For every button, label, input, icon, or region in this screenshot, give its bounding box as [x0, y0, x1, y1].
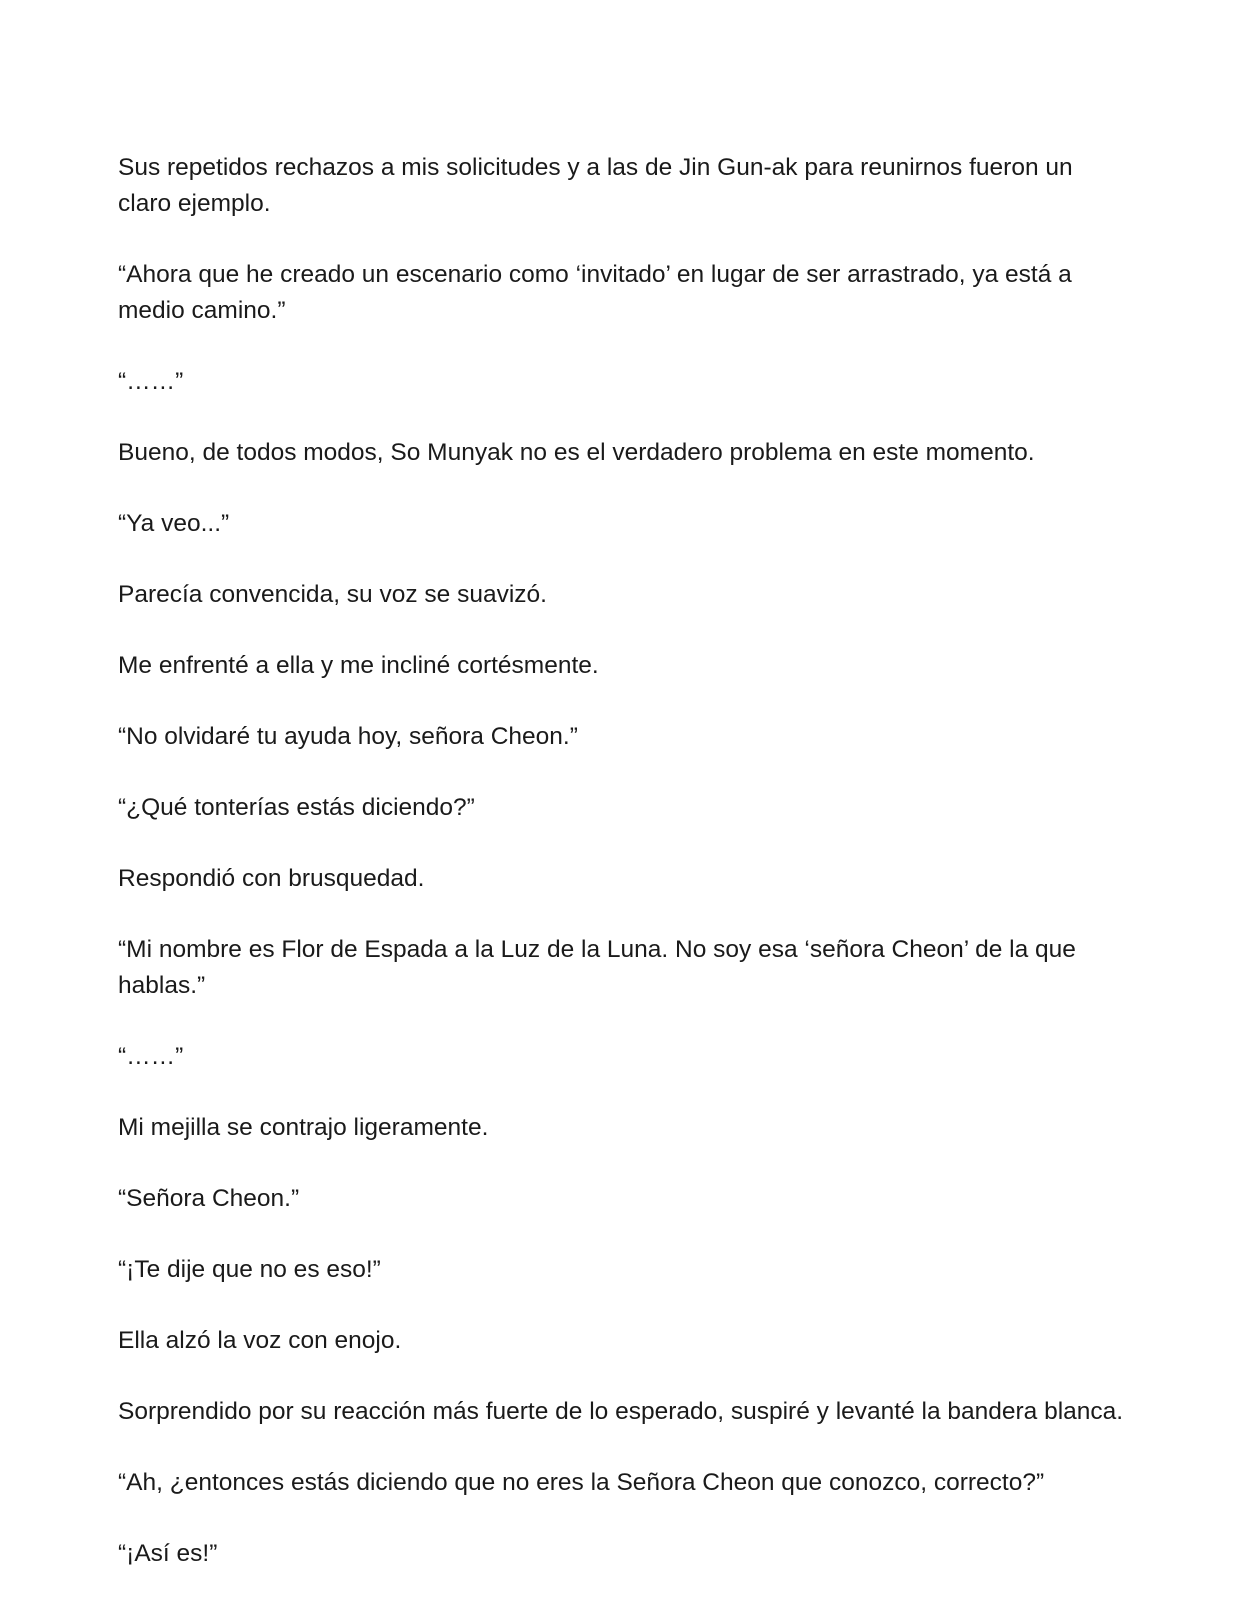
- paragraph: Bueno, de todos modos, So Munyak no es el verdadero problema en este momento.: [118, 439, 1035, 466]
- paragraph: Sorprendido por su reacción más fuerte de lo esperado, suspiré y levanté la bandera blanca.: [118, 1398, 1124, 1425]
- paragraph: “Señora Cheon.”: [118, 1185, 300, 1212]
- paragraph: “¡Te dije que no es eso!”: [118, 1256, 381, 1283]
- paragraph: “……”: [118, 1043, 184, 1070]
- paragraph: “Mi nombre es Flor de Espada a la Luz de la Luna. No soy esa ‘señora Cheon’ de la que hablas.”: [118, 936, 1076, 999]
- paragraph: Respondió con brusquedad.: [118, 865, 425, 892]
- paragraph: “¿Qué tonterías estás diciendo?”: [118, 794, 475, 821]
- paragraph: “Ah, ¿entonces estás diciendo que no eres la Señora Cheon que conozco, correcto?”: [118, 1469, 1045, 1496]
- paragraph: “No olvidaré tu ayuda hoy, señora Cheon.”: [118, 723, 578, 750]
- paragraph: Mi mejilla se contrajo ligeramente.: [118, 1114, 489, 1141]
- paragraph: “¡Así es!”: [118, 1540, 218, 1567]
- paragraph: Parecía convencida, su voz se suavizó.: [118, 581, 547, 608]
- paragraph: Me enfrenté a ella y me incliné cortésmente.: [118, 652, 599, 679]
- paragraph: Ella alzó la voz con enojo.: [118, 1327, 402, 1354]
- paragraph: “Ya veo...”: [118, 510, 230, 537]
- paragraph: “Ahora que he creado un escenario como ‘invitado’ en lugar de ser arrastrado, ya está a medio camino.”: [118, 261, 1072, 324]
- document-body: [118, 150, 1128, 1607]
- paragraph: “……”: [118, 368, 184, 395]
- paragraph: Sus repetidos rechazos a mis solicitudes y a las de Jin Gun-ak para reunirnos fueron un claro ejemplo.: [118, 154, 1073, 217]
